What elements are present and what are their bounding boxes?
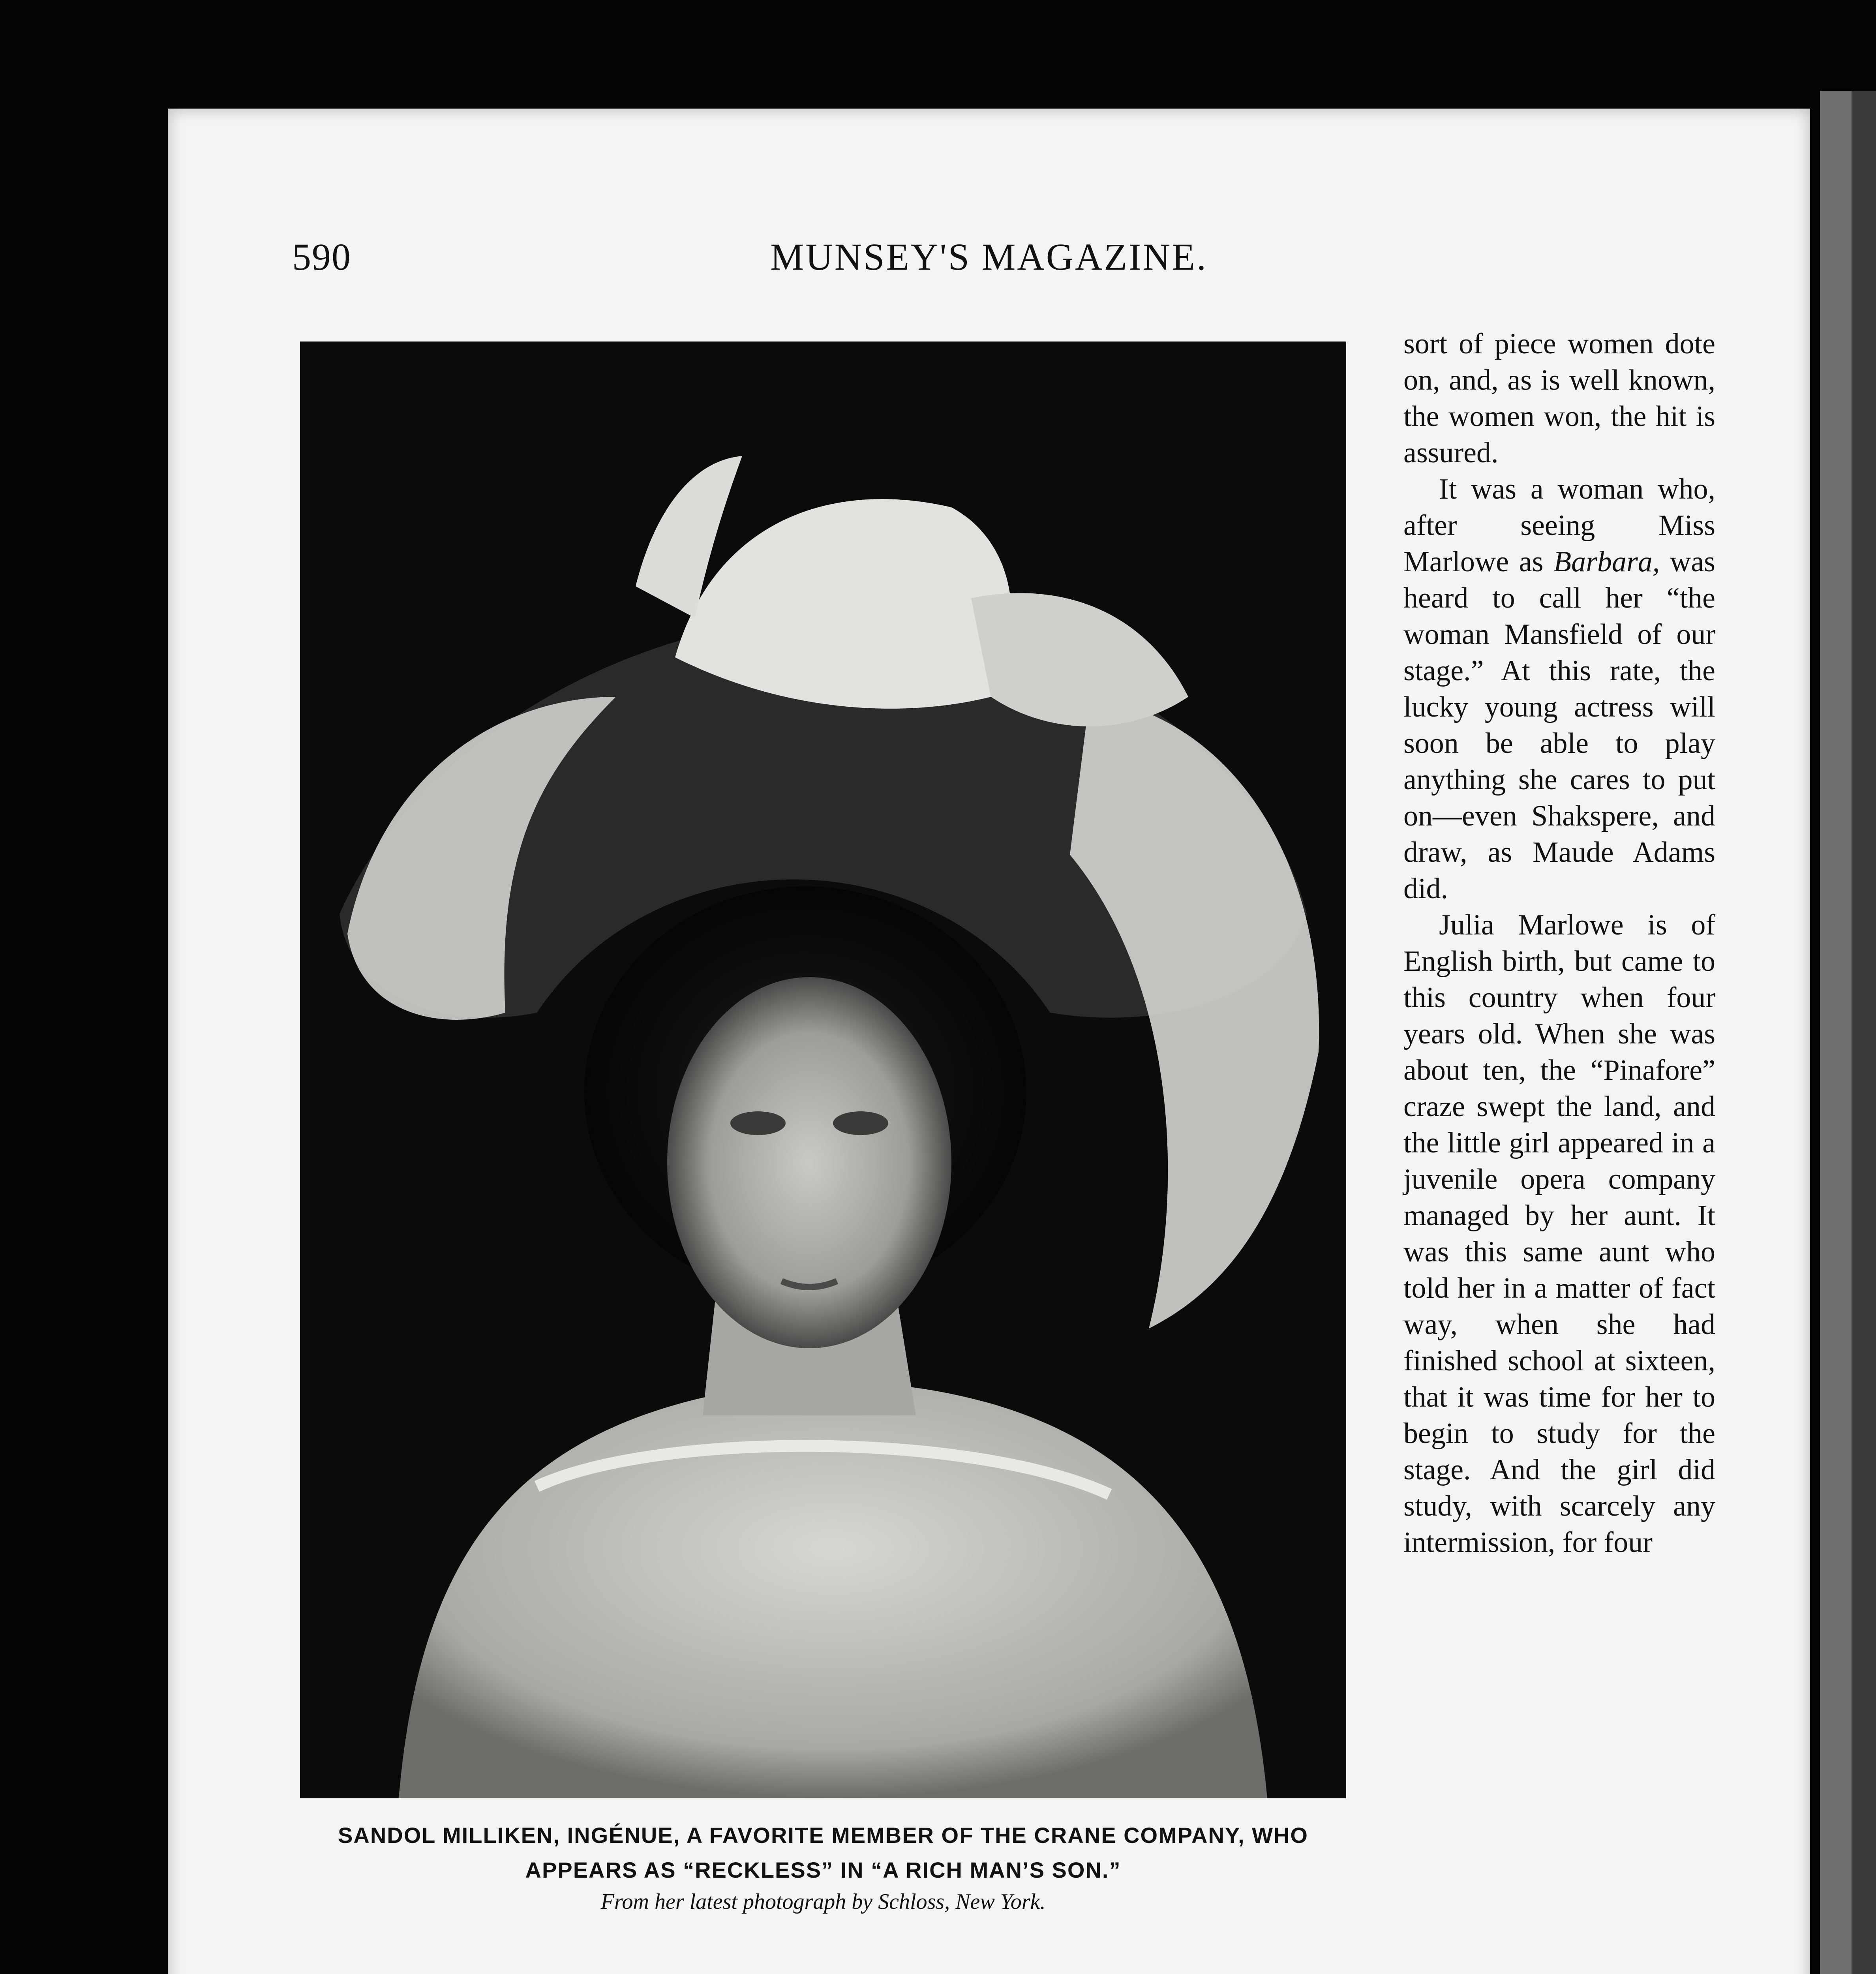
paragraph: Julia Marlowe is of English birth, but came to this country when four years old. When she was about ten, the “Pinafore” craze swept the land, and the little girl appeared in a juvenile opera company managed by her aunt. It was this same aunt who told her in a matter of fact way, when she had finished school at sixteen, that it was time for her to begin to study for the stage. And the girl did study, with scarcely any intermission, for four <box>1403 909 1715 1559</box>
photo-credit: From her latest photograph by Schloss, New York. <box>600 1890 1046 1914</box>
magazine-page <box>168 109 1810 1974</box>
caption-line-2: APPEARS AS “RECKLESS” IN “A RICH MAN’S SON.” <box>525 1858 1121 1882</box>
scanner-edge-dark <box>1852 91 1876 1974</box>
photo-caption <box>270 1818 1376 1888</box>
caption-line-1: SANDOL MILLIKEN, INGÉNUE, A FAVORITE MEMBER OF THE CRANE COMPANY, WHO <box>338 1823 1308 1848</box>
right-column-text <box>1403 326 1715 1561</box>
paragraph: It was a woman who, after seeing Miss Marlowe as Barbara, was heard to call her “the woman Mansfield of our stage.” At this rate, the lucky young actress will soon be able to play anything she cares to put on—even Shakspere, and draw, as Maude Adams did. <box>1403 473 1715 905</box>
paragraph: sort of piece women dote on, and, as is well known, the women won, the hit is assured. <box>1403 328 1715 469</box>
running-head: MUNSEY'S MAGAZINE. <box>770 236 1208 278</box>
bottom-right-text <box>985 1948 1715 1974</box>
portrait-photo <box>300 342 1346 1798</box>
bottom-left-text <box>304 1948 955 1974</box>
page-number: 590 <box>292 236 351 278</box>
